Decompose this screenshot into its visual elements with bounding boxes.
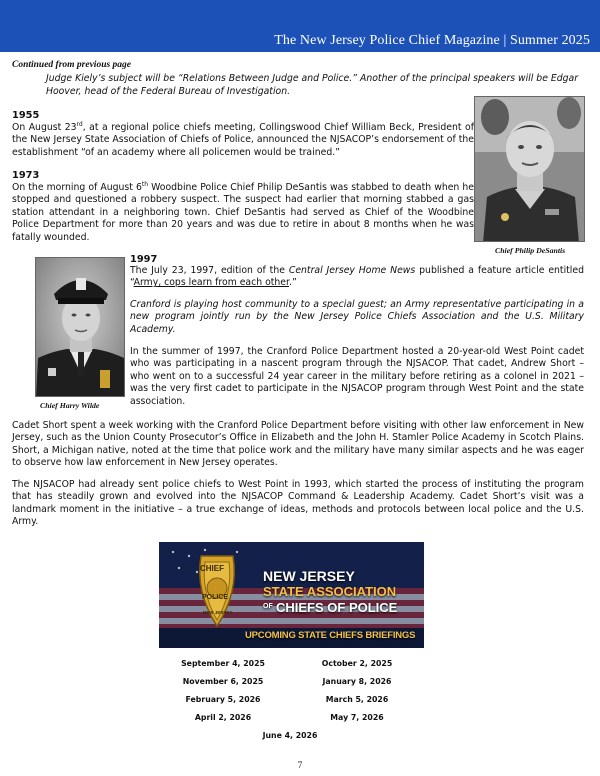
caption-wilde: Chief Harry Wilde [40, 401, 100, 410]
banner-line-state-association: STATE ASSOCIATION [263, 584, 397, 599]
paragraph-njsacop-west-point: The NJSACOP had already sent police chiefs to West Point in 1993, which started the process of instituting the program that has steadily grown and evolved into the NJSACOP Command & Leadership Academy. Cadet Short’s visit was a landmark moment in the initiative – a true exchange of ideas, methods and protocols between local police and the U.S. Army. [12, 479, 584, 528]
briefing-date: February 5, 2026 [185, 695, 261, 704]
photo-desantis-illustration [475, 97, 585, 242]
photo-chief-wilde [35, 257, 125, 397]
magazine-title: The New Jersey Police Chief Magazine | Summer 2025 [274, 33, 590, 48]
text-segment: published a feature article entitled “ [130, 265, 585, 289]
photo-chief-desantis [474, 96, 585, 242]
briefing-date: June 4, 2026 [262, 731, 318, 740]
photo-wilde-illustration [36, 258, 125, 397]
briefing-date: May 7, 2026 [330, 713, 384, 722]
text-segment: , at a regional police chiefs meeting, Collingswood Chief William Beck, President of the New Jersey State Association of Chiefs of Police, announced the NJSACOP’s endorsement of the establishment “of an academy where all policemen would be trained.” [12, 122, 474, 158]
superscript: th [141, 180, 149, 188]
continued-label: Continued from previous page [12, 60, 132, 70]
banner-line-upcoming-briefings: UPCOMING STATE CHIEFS BRIEFINGS [245, 630, 416, 641]
banner-line-chiefs-of-police: CHIEFS OF POLICE [276, 600, 398, 615]
badge-text-police: POLICE [202, 594, 229, 601]
briefing-date: March 5, 2026 [325, 695, 389, 704]
text-segment: The July 23, 1997, edition of the [130, 265, 289, 276]
paragraph-1997-intro [130, 265, 584, 290]
paragraph-1997-quote: Cranford is playing host community to a special guest; an Army representative participating in a new program jointly run by the New Jersey Police Chiefs Association and the U.S. Military Academy. [130, 299, 584, 335]
paragraph-1973 [12, 182, 474, 244]
year-heading-1955: 1955 [12, 110, 40, 121]
badge-text-nj: NEW JERSEY [203, 610, 233, 615]
paragraph-1955 [12, 122, 474, 159]
quote-paragraph: Judge Kiely’s subject will be “Relations Between Judge and Police.” Another of the principal speakers will be Edgar Hoover, head of the Federal Bureau of Investigation. [46, 73, 579, 97]
article-link[interactable]: Army, cops learn from each other [133, 277, 289, 289]
header-banner [0, 0, 600, 52]
badge-text-chief: CHIEF [200, 564, 224, 573]
briefing-date: September 4, 2025 [181, 659, 265, 668]
briefing-date: November 6, 2025 [182, 677, 264, 686]
text-segment: On the morning of August 6 [12, 182, 142, 193]
briefing-date: October 2, 2025 [321, 659, 393, 668]
caption-desantis: Chief Philip DeSantis [495, 246, 566, 255]
paragraph-cadet-short: Cadet Short spent a week working with the Cranford Police Department before visiting with other law enforcement in New Jersey, such as the Union County Prosecutor’s Office in Elizabeth and the John H. Stamler Police Academy in Scotch Plains. Short, a Michigan native, noted at the time that police work and the military have many similar aspects and he was eager to observe how law enforcement in New Jersey operates. [12, 420, 584, 469]
page-number: 7 [297, 760, 303, 770]
briefing-date: April 2, 2026 [194, 713, 252, 722]
briefing-date: January 8, 2026 [322, 677, 392, 686]
banner-line-new-jersey: NEW JERSEY [263, 568, 355, 584]
year-heading-1973: 1973 [12, 170, 40, 181]
text-segment: .” [289, 277, 297, 289]
publication-name: Central Jersey Home News [288, 265, 416, 276]
njsacop-briefings-banner [159, 542, 424, 648]
text-segment: Woodbine Police Chief Philip DeSantis was stabbed to death when he stopped and questioned a robbery suspect. The suspect had earlier that morning stabbed a gas station attendant in a neighboring town. Chief DeSantis had served as Chief of the Woodbine Police Department for more than 20 years and was due to retire in about 8 months when he was fatally wounded. [12, 182, 475, 243]
banner-line-of: OF [263, 603, 273, 610]
year-heading-1997: 1997 [130, 254, 158, 265]
text-segment: On August 23 [12, 122, 77, 133]
paragraph-1997-cadet: In the summer of 1997, the Cranford Police Department hosted a 20-year-old West Point cadet who was participating in a nascent program through the NJSACOP. That cadet, Andrew Short – who went on to a successful 24 year career in the military before retiring as a colonel in 2021 – was the very first cadet to participate in the NJSACOP program through West Point and the state association. [130, 346, 584, 407]
superscript: rd [76, 120, 83, 128]
